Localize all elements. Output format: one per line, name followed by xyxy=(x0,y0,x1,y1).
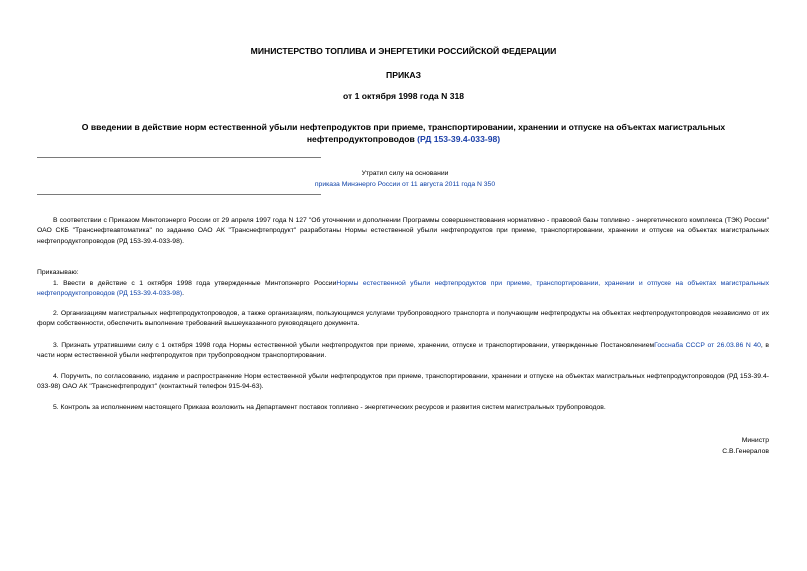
subject-text: О введении в действие норм естественной убыли нефтепродуктов при приеме, транспортировании, хранении и отпуске на объектах магистральных нефтепродуктопроводов xyxy=(81,122,726,144)
item-1-end: . xyxy=(182,290,185,298)
order-item-3 xyxy=(37,341,769,362)
divider-bottom xyxy=(37,194,321,195)
signature-block xyxy=(722,435,769,457)
order-item-4: 4. Поручить, по согласованию, издание и распространение Норм естественной убыли нефтепродуктов при приеме, транспортировании, хранении и отпуске на объектах магистральных нефтепродуктопроводов (РД 153-39.4-033-98) ОАО АК "Транснефтепродукт" (контактный телефон 915-94-63). xyxy=(37,373,769,391)
status-label: Утратил силу на основании xyxy=(361,170,449,177)
document-date-number: от 1 октября 1998 года N 318 xyxy=(342,91,465,101)
signatory-position: Министр xyxy=(741,437,769,444)
item-1-norms-link[interactable]: Нормы естественной убыли нефтепродуктов при приеме, транспортировании, хранении и отпуске на объектах магистральных нефтепродуктопроводов (РД 153-39.4-033-98) xyxy=(37,280,769,298)
item-3-end: , в части норм естественной убыли нефтепродуктов при трубопроводном транспортировании. xyxy=(37,342,769,360)
document-subject xyxy=(60,121,747,145)
order-keyword: Приказываю: xyxy=(37,269,79,276)
item-3-text: 3. Признать утратившими силу с 1 октября 1998 года Нормы естественной убыли нефтепродуктов при приеме, хранении, отпуске и транспортировании, утвержденные Постановлением xyxy=(53,342,655,349)
order-item-5: 5. Контроль за исполнением настоящего Приказа возложить на Департамент поставок топливно - энергетических ресурсов и развития систем магистральных трубопроводов. xyxy=(53,404,606,411)
order-item-1 xyxy=(37,279,769,300)
divider-top xyxy=(37,157,321,158)
signatory-name: С.В.Генералов xyxy=(722,448,769,455)
item-1-text: 1. Ввести в действие с 1 октября 1998 года утвержденные Минтопэнерго России xyxy=(53,280,337,287)
document-type: ПРИКАЗ xyxy=(386,70,421,80)
status-order-link[interactable]: приказа Минэнерго России от 11 августа 2011 года N 350 xyxy=(314,181,496,188)
subject-rd-link[interactable]: (РД 153-39.4-033-98) xyxy=(417,134,501,144)
item-3-gossnab-link[interactable]: Госснаба СССР от 26.03.86 N 40 xyxy=(654,342,761,349)
order-item-2: 2. Организациям магистральных нефтепродуктопроводов, а также организациям, пользующимся услугами трубопроводного транспорта и получающим нефтепродукты на объектах нефтепродуктопроводов независимо от их форм собственности, обеспечить выполнение требований вышеуказанного руководящего документа. xyxy=(37,310,769,328)
status-note xyxy=(300,168,510,190)
ministry-title: МИНИСТЕРСТВО ТОПЛИВА И ЭНЕРГЕТИКИ РОССИЙСКОЙ ФЕДЕРАЦИИ xyxy=(250,46,557,56)
intro-paragraph: В соответствии с Приказом Минтопэнерго России от 29 апреля 1997 года N 127 "Об уточнении и дополнении Программы совершенствования нормативно - правовой базы топливно - энергетического комплекса (ТЭК) России" ОАО СКБ "Транснефтеавтоматика" по заданию ОАО АК "Транснефтепродукт" разработаны Нормы естественной убыли нефтепродуктов при приеме, транспортировании, хранении и отпуске на объектах магистральных нефтепродуктопроводов (РД 153-39.4-033-98). xyxy=(37,217,769,245)
